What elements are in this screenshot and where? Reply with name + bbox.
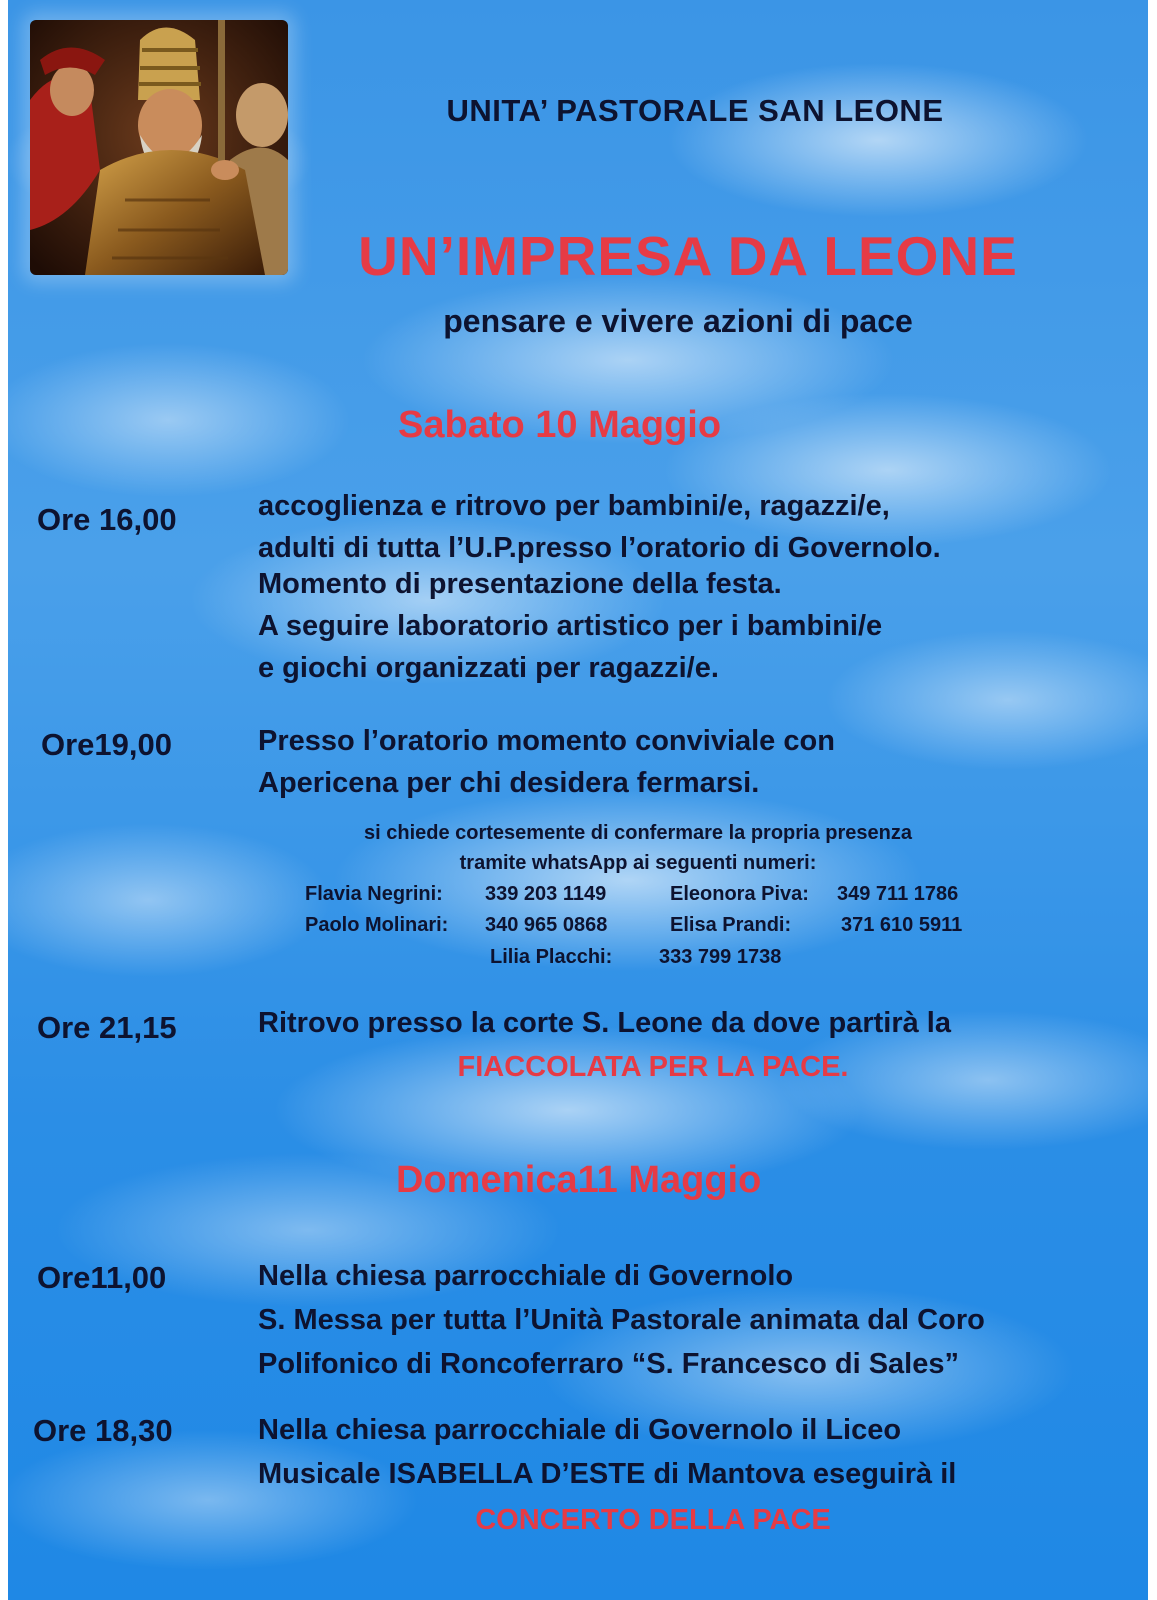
event-description <box>258 720 1138 804</box>
saturday-heading: Sabato 10 Maggio <box>398 404 722 446</box>
event-description <box>258 485 1138 689</box>
event-description <box>258 1255 1148 1385</box>
rsvp-note <box>318 818 958 878</box>
description-line: S. Messa per tutta l’Unità Pastorale animata dal Coro <box>258 1304 985 1336</box>
contact-phone: 339 203 1149 <box>485 883 607 905</box>
event-description <box>258 1002 1138 1044</box>
sunday-heading: Domenica11 Maggio <box>396 1159 762 1201</box>
event-time: Ore 21,15 <box>37 1010 177 1045</box>
description-line: Momento di presentazione della festa. <box>258 568 782 600</box>
rsvp-line: tramite whatsApp ai seguenti numeri: <box>459 852 817 874</box>
description-line: e giochi organizzati per ragazzi/e. <box>258 652 719 684</box>
contact-name: Flavia Negrini: <box>305 883 443 905</box>
event-time: Ore11,00 <box>37 1260 167 1295</box>
description-line: Musicale ISABELLA D’ESTE di Mantova eseguirà il <box>258 1458 957 1490</box>
contact-name: Lilia Placchi: <box>490 946 613 968</box>
event-description <box>258 1409 1138 1495</box>
description-line: Presso l’oratorio momento conviviale con <box>258 725 835 757</box>
rsvp-line: si chiede cortesemente di confermare la propria presenza <box>364 822 912 844</box>
description-line: A seguire laboratorio artistico per i bambini/e <box>258 610 883 642</box>
description-line: accoglienza e ritrovo per bambini/e, ragazzi/e, <box>258 490 890 522</box>
organization-name: UNITA’ PASTORALE SAN LEONE <box>446 93 944 128</box>
contact-phone: 340 965 0868 <box>485 914 608 936</box>
event-title: UN’IMPRESA DA LEONE <box>358 225 1018 287</box>
event-time: Ore 18,30 <box>33 1413 173 1448</box>
description-line: Nella chiesa parrocchiale di Governolo il Liceo <box>258 1414 902 1446</box>
description-line: Nella chiesa parrocchiale di Governolo <box>258 1260 794 1292</box>
description-line: adulti di tutta l’U.P.presso l’oratorio di Governolo. <box>258 532 941 564</box>
description-line: Apericena per chi desidera fermarsi. <box>258 767 760 799</box>
pope-leo-painting <box>30 20 288 275</box>
torchlight-procession-highlight: FIACCOLATA PER LA PACE. <box>457 1051 849 1083</box>
contact-name: Eleonora Piva: <box>670 883 809 905</box>
event-subtitle: pensare e vivere azioni di pace <box>443 303 913 339</box>
flyer-page <box>8 0 1148 1600</box>
contact-name: Paolo Molinari: <box>305 914 449 936</box>
event-time: Ore 16,00 <box>37 502 177 537</box>
contact-phone: 371 610 5911 <box>841 914 963 936</box>
peace-concert-highlight: CONCERTO DELLA PACE <box>475 1504 831 1536</box>
contact-name: Elisa Prandi: <box>670 914 792 936</box>
contact-phone: 349 711 1786 <box>837 883 959 905</box>
contacts-list <box>305 879 1025 979</box>
event-time: Ore19,00 <box>41 727 172 762</box>
description-line: Ritrovo presso la corte S. Leone da dove partirà la <box>258 1007 951 1039</box>
contact-phone: 333 799 1738 <box>659 946 782 968</box>
description-line: Polifonico di Roncoferraro “S. Francesco di Sales” <box>258 1348 959 1380</box>
